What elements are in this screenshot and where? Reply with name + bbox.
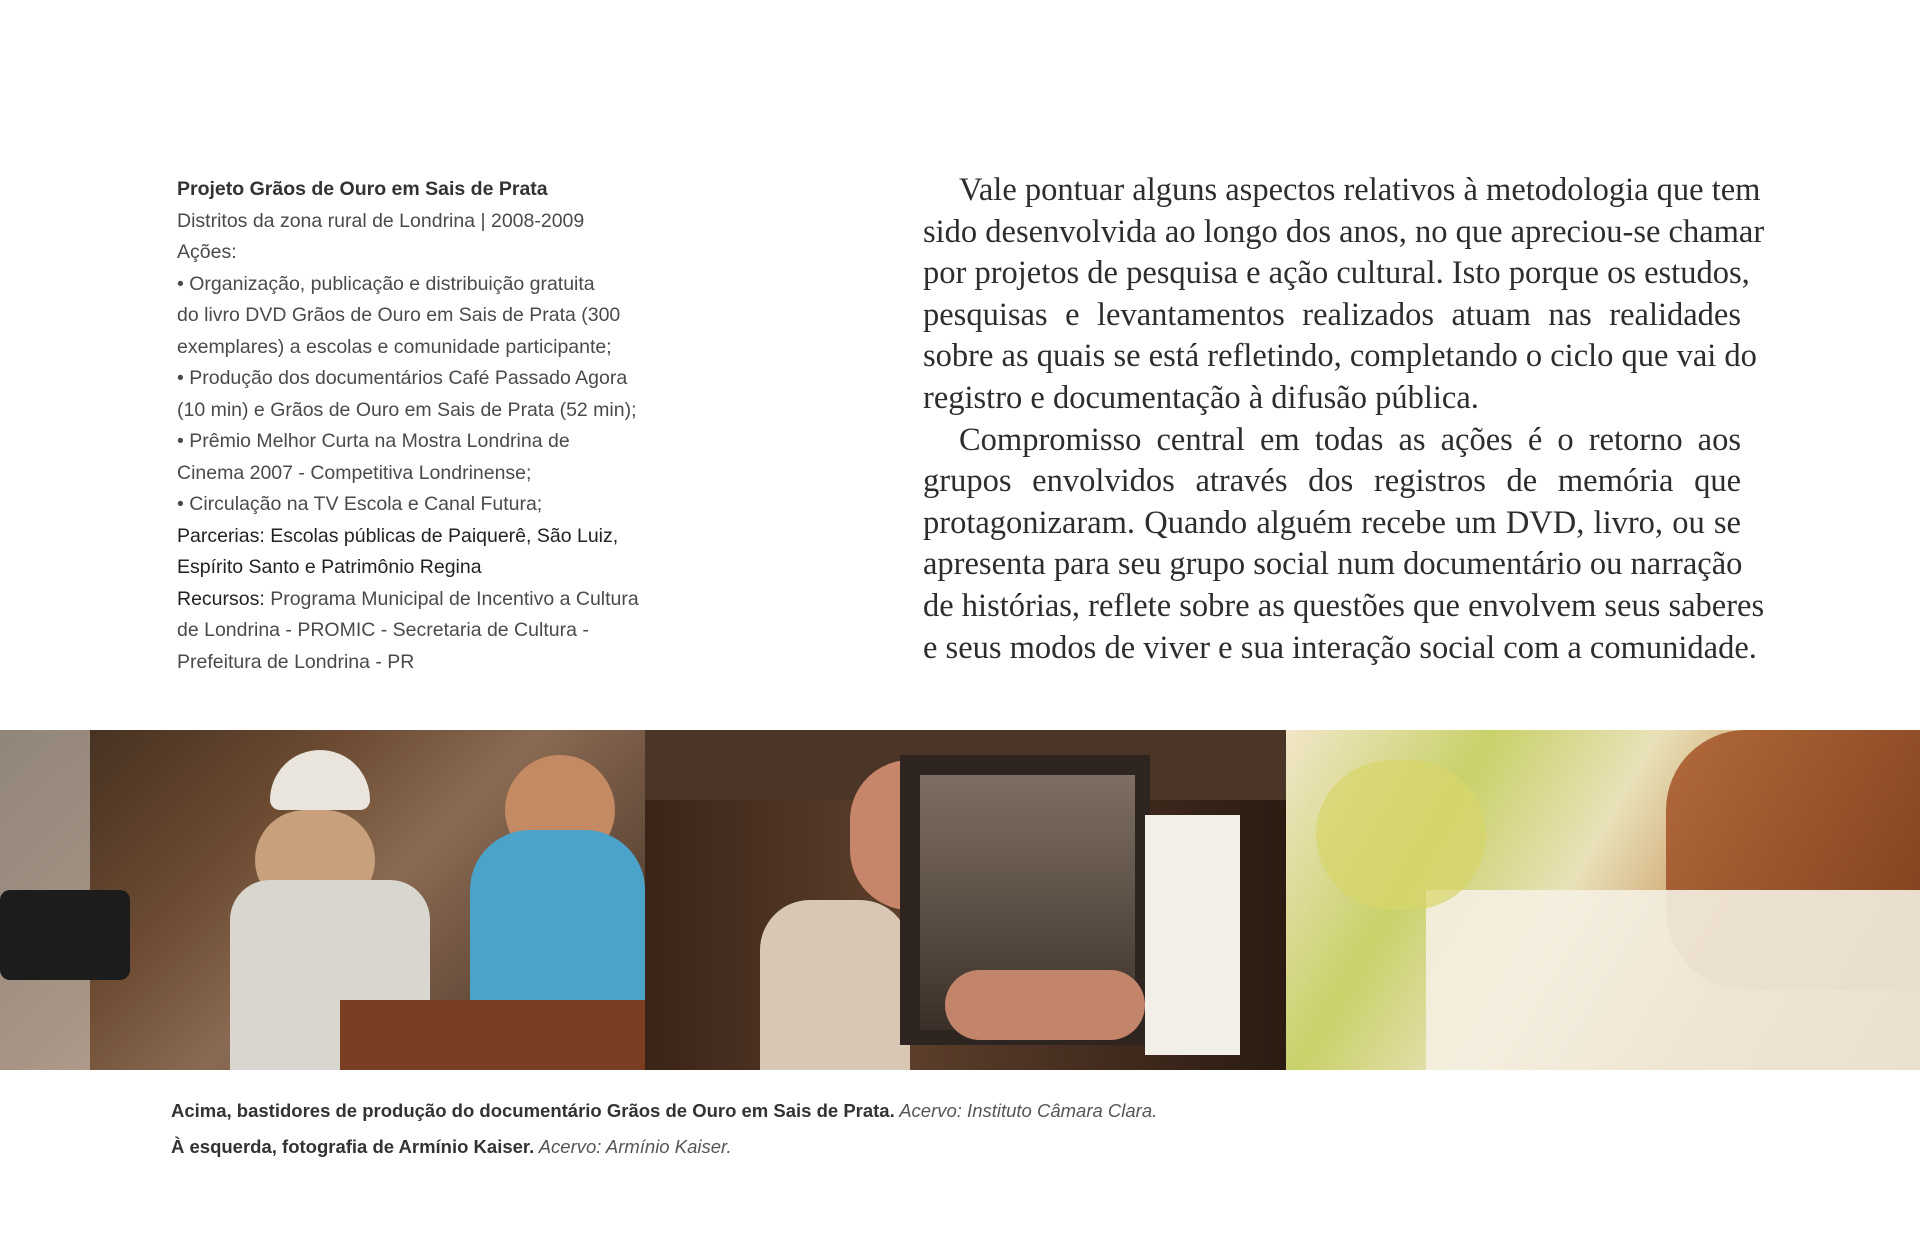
project-info — [177, 174, 667, 678]
recursos-line — [177, 584, 667, 616]
parcerias-label: Parcerias: — [177, 524, 265, 547]
body-text — [923, 170, 1765, 669]
recursos-label: Recursos: — [177, 587, 265, 610]
caption-line-2 — [171, 1129, 1571, 1165]
recursos-text-2: de Londrina - PROMIC - Secretaria de Cultura - — [177, 619, 589, 641]
body-line: protagonizaram. Quando alguém recebe um DVD, livro, ou se — [923, 504, 1741, 541]
body-line: sido desenvolvida ao longo dos anos, no que apreciou-se chamar — [923, 213, 1765, 250]
caption-line-1 — [171, 1093, 1571, 1129]
info-line: • Organização, publicação e distribuição gratuita — [177, 272, 595, 295]
photo-woman-close-up — [1286, 730, 1920, 1070]
caption-2-bold: À esquerda, fotografia de Armínio Kaiser. — [171, 1136, 535, 1157]
photo-production-backstage — [0, 730, 645, 1070]
caption-1-bold: Acima, bastidores de produção do documentário Grãos de Ouro em Sais de Prata. — [171, 1100, 895, 1121]
body-line: grupos envolvidos através dos registros de memória que — [923, 463, 1741, 500]
info-line: (10 min) e Grãos de Ouro em Sais de Prata (52 min); — [177, 398, 637, 421]
parcerias-text-2: Espírito Santo e Patrimônio Regina — [177, 556, 482, 578]
body-line: registro e documentação à difusão pública. — [923, 379, 1479, 416]
body-line: pesquisas e levantamentos realizados atuam nas realidades — [923, 296, 1741, 333]
info-line: Cinema 2007 - Competitiva Londrinense; — [177, 461, 532, 484]
body-line: Compromisso central em todas as ações é o retorno aos — [959, 421, 1741, 458]
parcerias-line — [177, 521, 667, 553]
body-line: por projetos de pesquisa e ação cultural. Isto porque os estudos, — [923, 255, 1750, 292]
info-line: • Prêmio Melhor Curta na Mostra Londrina de — [177, 430, 570, 452]
caption-2-credit: Acervo: Armínio Kaiser. — [534, 1136, 732, 1157]
info-line: Distritos da zona rural de Londrina | 2008-2009 — [177, 209, 585, 232]
info-line: • Produção dos documentários Café Passado Agora — [177, 367, 628, 389]
info-line: Ações: — [177, 241, 237, 263]
project-title: Projeto Grãos de Ouro em Sais de Prata — [177, 178, 548, 200]
body-line: e seus modos de viver e sua interação social com a comunidade. — [923, 629, 1757, 666]
body-line: Vale pontuar alguns aspectos relativos à metodologia que tem — [959, 172, 1761, 208]
caption-1-credit: Acervo: Instituto Câmara Clara. — [894, 1100, 1158, 1121]
body-line: de histórias, reflete sobre as questões que envolvem seus saberes — [923, 587, 1765, 624]
info-line: • Circulação na TV Escola e Canal Futura; — [177, 493, 543, 515]
photo-strip — [0, 730, 1920, 1070]
body-line: sobre as quais se está refletindo, completando o ciclo que vai do — [923, 338, 1757, 375]
info-line: exemplares) a escolas e comunidade participante; — [177, 335, 612, 358]
recursos-text: Programa Municipal de Incentivo a Cultura — [264, 587, 639, 610]
photo-caption — [171, 1093, 1571, 1165]
parcerias-text: Escolas públicas de Paiquerê, São Luiz, — [264, 524, 619, 547]
photo-man-holding-book — [645, 730, 1286, 1070]
recursos-text-3: Prefeitura de Londrina - PR — [177, 650, 415, 673]
info-line: do livro DVD Grãos de Ouro em Sais de Prata (300 — [177, 304, 621, 326]
body-line: apresenta para seu grupo social num documentário ou narração — [923, 546, 1743, 583]
